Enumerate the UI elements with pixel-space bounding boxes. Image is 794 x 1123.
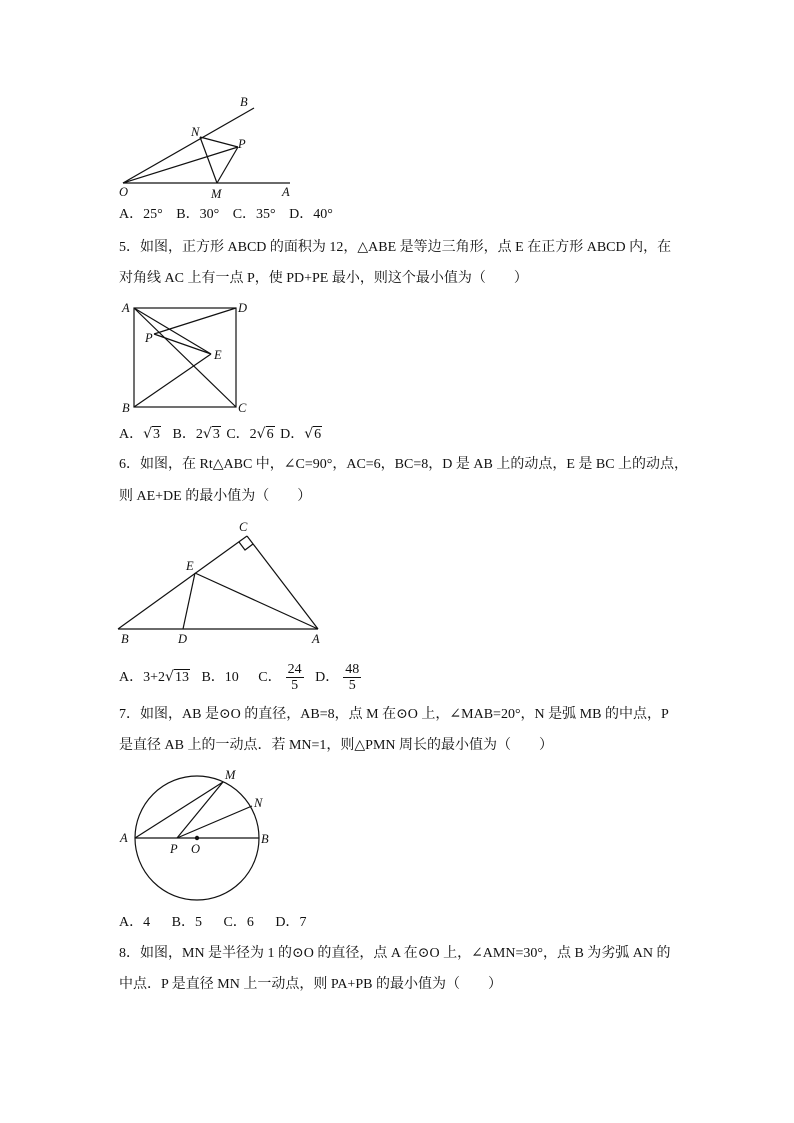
q8-text-line2: 中点．P 是直径 MN 上一动点，则 PA+PB 的最小值为（ ） bbox=[119, 977, 502, 992]
seg-BE bbox=[134, 354, 211, 407]
seg-PM bbox=[177, 782, 223, 838]
q4-options bbox=[119, 205, 343, 225]
q6-figure bbox=[110, 514, 330, 648]
option-letter: D． bbox=[275, 915, 300, 930]
option-letter: D． bbox=[280, 427, 305, 442]
q7-text-line2: 是直径 AB 上的一动点．若 MN=1，则△PMN 周长的最小值为（ ） bbox=[119, 738, 554, 753]
q5-option-d[interactable] bbox=[280, 424, 322, 445]
right-angle-mark bbox=[239, 542, 253, 550]
q7-option-d[interactable] bbox=[275, 913, 306, 933]
label-D: D bbox=[238, 301, 248, 315]
q5-text-line1: 5．如图，正方形 ABCD 的面积为 12，△ABE 是等边三角形，点 E 在正方形 ABCD 内，在 bbox=[119, 240, 672, 255]
q5-options bbox=[119, 424, 332, 445]
q6-figure-svg bbox=[110, 514, 330, 648]
option-letter: D． bbox=[315, 670, 340, 685]
q6-options bbox=[119, 660, 371, 694]
label-A: A bbox=[312, 632, 320, 646]
option-value: 10 bbox=[224, 670, 239, 685]
option-letter: A． bbox=[119, 427, 144, 442]
seg-NM bbox=[200, 137, 217, 183]
seg-NP bbox=[200, 137, 238, 147]
q5-figure bbox=[110, 296, 270, 420]
radicand: 6 bbox=[266, 427, 274, 442]
sqrt-expression bbox=[203, 424, 221, 445]
seg-PD bbox=[154, 308, 236, 334]
option-letter: B． bbox=[176, 207, 200, 222]
option-value: 6 bbox=[246, 915, 254, 930]
numerator: 24 bbox=[287, 662, 302, 678]
denominator: 5 bbox=[291, 678, 299, 694]
label-B: B bbox=[261, 832, 269, 846]
sqrt-expression bbox=[165, 660, 190, 695]
q4-option-d[interactable] bbox=[289, 205, 333, 225]
numerator: 48 bbox=[345, 662, 360, 678]
radicand: 6 bbox=[314, 427, 322, 442]
option-letter: B． bbox=[171, 915, 195, 930]
label-P: P bbox=[238, 137, 246, 151]
radicand: 13 bbox=[174, 670, 189, 685]
radical-icon: √ bbox=[202, 426, 212, 442]
label-B: B bbox=[121, 632, 129, 646]
q5-option-b[interactable] bbox=[173, 424, 221, 445]
option-letter: C． bbox=[258, 670, 282, 685]
option-letter: D． bbox=[289, 207, 314, 222]
option-letter: A． bbox=[119, 915, 144, 930]
label-C: C bbox=[239, 520, 248, 534]
label-O: O bbox=[191, 842, 201, 856]
q4-option-a[interactable] bbox=[119, 205, 163, 225]
q6-option-c[interactable] bbox=[258, 661, 303, 695]
q7-figure-svg bbox=[110, 764, 280, 904]
label-N: N bbox=[254, 796, 263, 810]
option-letter: C． bbox=[232, 207, 257, 222]
label-B: B bbox=[122, 401, 130, 415]
sqrt-expression bbox=[304, 424, 322, 445]
q7-option-a[interactable] bbox=[119, 913, 150, 933]
seg-EA bbox=[195, 573, 318, 629]
q5-option-a[interactable] bbox=[119, 424, 161, 445]
q6-text-line1: 6．如图，在 Rt△ABC 中，∠C=90°，AC=6，BC=8，D 是 AB 上的动点，E 是 BC 上的动点， bbox=[119, 457, 689, 472]
label-N: N bbox=[191, 125, 200, 139]
center-point bbox=[195, 836, 199, 840]
label-O: O bbox=[119, 185, 129, 199]
label-C: C bbox=[238, 401, 247, 415]
radicand: 3 bbox=[153, 427, 161, 442]
radical-icon: √ bbox=[165, 669, 174, 685]
label-D: D bbox=[178, 632, 188, 646]
seg-AM bbox=[135, 782, 223, 838]
q7-option-b[interactable] bbox=[172, 913, 202, 933]
q5-figure-svg bbox=[110, 296, 270, 420]
fraction bbox=[343, 662, 361, 693]
q7-figure bbox=[110, 764, 280, 904]
option-letter: C． bbox=[226, 427, 250, 442]
option-letter: A． bbox=[119, 670, 144, 685]
q6-option-a[interactable] bbox=[119, 660, 190, 695]
option-letter: C． bbox=[223, 915, 247, 930]
coefficient: 2 bbox=[195, 427, 203, 442]
q6-text-line2: 则 AE+DE 的最小值为（ ） bbox=[119, 489, 312, 504]
denominator: 5 bbox=[348, 678, 356, 694]
q5-text-line2: 对角线 AC 上有一点 P，使 PD+PE 最小，则这个最小值为（ ） bbox=[119, 271, 528, 286]
seg-BC bbox=[118, 536, 247, 629]
sqrt-expression bbox=[257, 424, 275, 445]
q4-figure bbox=[110, 92, 310, 204]
option-value: 5 bbox=[194, 915, 202, 930]
label-A: A bbox=[120, 831, 128, 845]
label-A: A bbox=[282, 185, 290, 199]
label-M: M bbox=[225, 768, 236, 782]
q7-options bbox=[119, 913, 316, 933]
seg-CA bbox=[247, 536, 318, 629]
q5-option-c[interactable] bbox=[226, 424, 274, 445]
q8-text-line1: 8．如图，MN 是半径为 1 的⊙O 的直径，点 A 在⊙O 上，∠AMN=30°，点 B 为劣弧 AN 的 bbox=[119, 946, 671, 961]
sqrt-expression bbox=[143, 424, 161, 445]
radical-icon: √ bbox=[143, 426, 153, 442]
label-M: M bbox=[211, 187, 222, 201]
q4-figure-svg bbox=[110, 92, 310, 204]
coefficient: 3+2 bbox=[143, 670, 166, 685]
option-value: 7 bbox=[299, 915, 307, 930]
seg-PN bbox=[177, 806, 252, 838]
label-E: E bbox=[186, 559, 194, 573]
label-A: A bbox=[122, 301, 130, 315]
option-letter: A． bbox=[119, 207, 144, 222]
option-value: 4 bbox=[143, 915, 151, 930]
option-letter: B． bbox=[172, 427, 196, 442]
q6-option-b[interactable] bbox=[201, 661, 238, 695]
label-B: B bbox=[240, 95, 248, 109]
label-P: P bbox=[170, 842, 178, 856]
label-E: E bbox=[214, 348, 222, 362]
q4-option-b[interactable] bbox=[176, 205, 219, 225]
q7-option-c[interactable] bbox=[223, 913, 253, 933]
q6-option-d[interactable] bbox=[315, 661, 361, 695]
option-letter: B． bbox=[201, 670, 225, 685]
coefficient: 2 bbox=[249, 427, 257, 442]
radicand: 3 bbox=[212, 427, 220, 442]
option-value: 30° bbox=[199, 207, 220, 222]
radical-icon: √ bbox=[256, 426, 266, 442]
q7-text-line1: 7．如图，AB 是⊙O 的直径，AB=8，点 M 在⊙O 上，∠MAB=20°，N 是弧 MB 的中点，P bbox=[119, 707, 669, 722]
option-value: 25° bbox=[143, 207, 163, 222]
option-value: 35° bbox=[256, 207, 276, 222]
fraction bbox=[286, 662, 304, 693]
label-P: P bbox=[145, 331, 153, 345]
radical-icon: √ bbox=[304, 426, 314, 442]
option-value: 40° bbox=[313, 207, 333, 222]
q4-option-c[interactable] bbox=[233, 205, 276, 225]
